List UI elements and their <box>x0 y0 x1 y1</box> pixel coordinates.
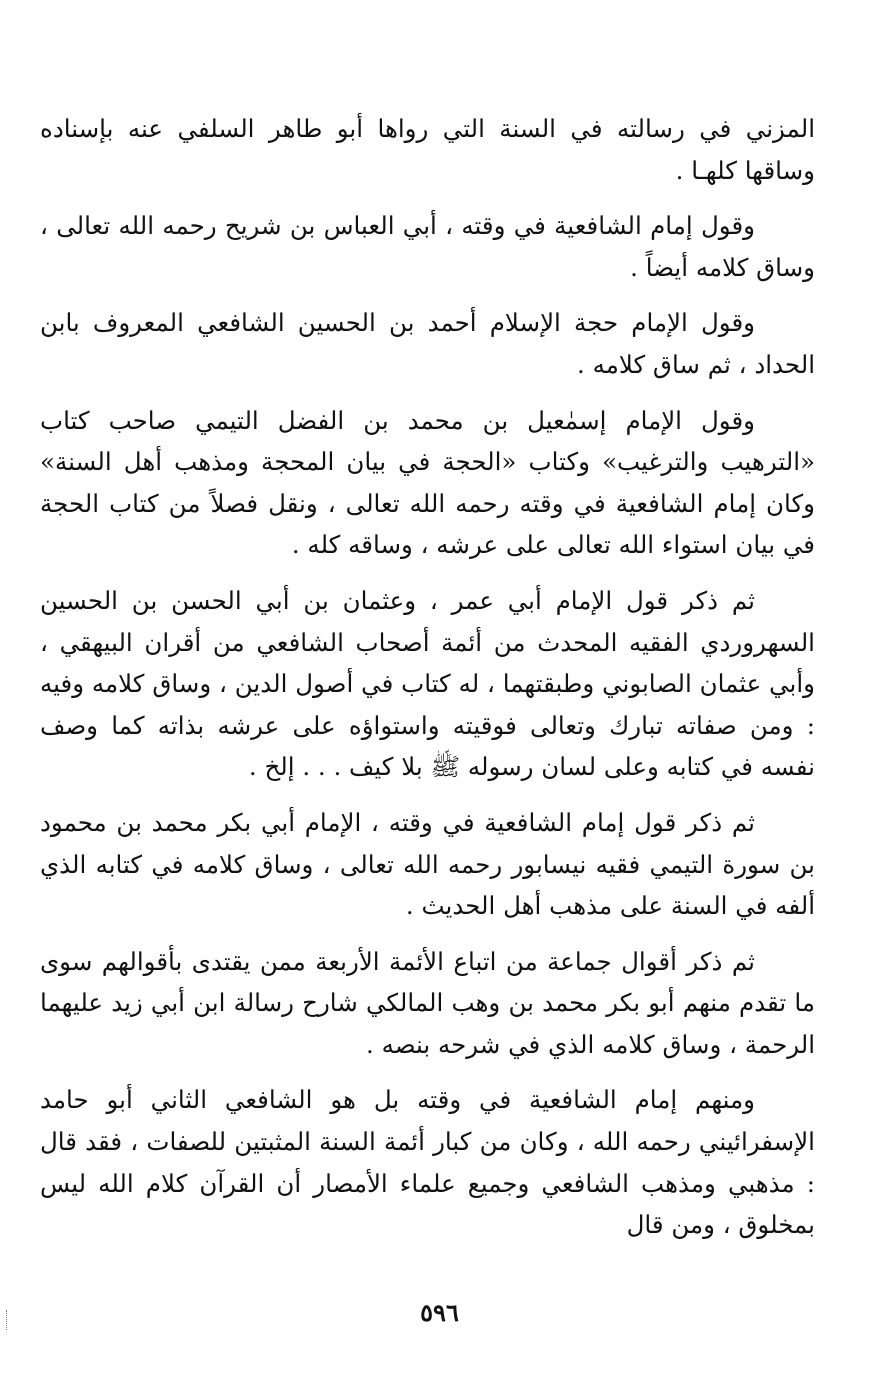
paragraph-5: ثم ذكر قول الإمام أبي عمر ، وعثمان بن أبي الحسن بن الحسين السهروردي الفقيه المحدث من أئمة أصحاب الشافعي من أقران البيهقي ، وأبي عثمان الصابوني وطبقتهما ، له كتاب في أصول الدين ، وساق كلامه وفيه : ومن صفاته تبارك وتعالى فوقيته واستواؤه على عرشه بذاته كما وصف نفسه في كتابه وعلى لسان رسوله ﷺ بلا كيف . . . إلخ . <box>40 585 815 782</box>
paragraph-2: وقول إمام الشافعية في وقته ، أبي العباس بن شريح رحمه الله تعالى ، وساق كلامه أيضاً . <box>40 211 815 282</box>
paragraph-6: ثم ذكر قول إمام الشافعية في وقته ، الإمام أبي بكر محمد بن محمود بن سورة التيمي فقيه نيسابور رحمه الله تعالى ، وساق كلامه في كتابه الذي ألفه في السنة على مذهب أهل الحديث . <box>40 807 815 921</box>
page-body <box>40 108 815 1260</box>
paragraph-1: المزني في رسالته في السنة التي رواها أبو طاهر السلفي عنه بإسناده وساقها كلهـا . <box>40 114 815 185</box>
paragraph-8: ومنهم إمام الشافعية في وقته بل هو الشافعي الثاني أبو حامد الإسفرائيني رحمه الله ، وكان من كبار أئمة السنة المثبتين للصفات ، فقد قال : مذهبي ومذهب الشافعي وجميع علماء الأمصار أن القرآن كلام الله ليس بمخلوق ، ومن قال <box>40 1085 815 1240</box>
paragraph-7: ثم ذكر أقوال جماعة من اتباع الأئمة الأربعة ممن يقتدى بأقوالهم سوى ما تقدم منهم أبو بكر محمد بن وهب المالكي شارح رسالة ابن أبي زيد عليهما الرحمة ، وساق كلامه الذي في شرحه بنصه . <box>40 946 815 1059</box>
scan-edge-mark <box>6 1310 8 1330</box>
paragraph-3: وقول الإمام حجة الإسلام أحمد بن الحسين الشافعي المعروف بابن الحداد ، ثم ساق كلامه . <box>40 308 815 379</box>
page-number: ٥٩٦ <box>420 1298 459 1327</box>
paragraph-4: وقول الإمام إسمٰعيل بن محمد بن الفضل التيمي صاحب كتاب «الترهيب والترغيب» وكتاب «الحجة في بيان المحجة ومذهب أهل السنة» وكان إمام الشافعية في وقته رحمه الله تعالى ، ونقل فصلاً من كتاب الحجة في بيان استواء الله تعالى على عرشه ، وساقه كله . <box>40 405 815 560</box>
